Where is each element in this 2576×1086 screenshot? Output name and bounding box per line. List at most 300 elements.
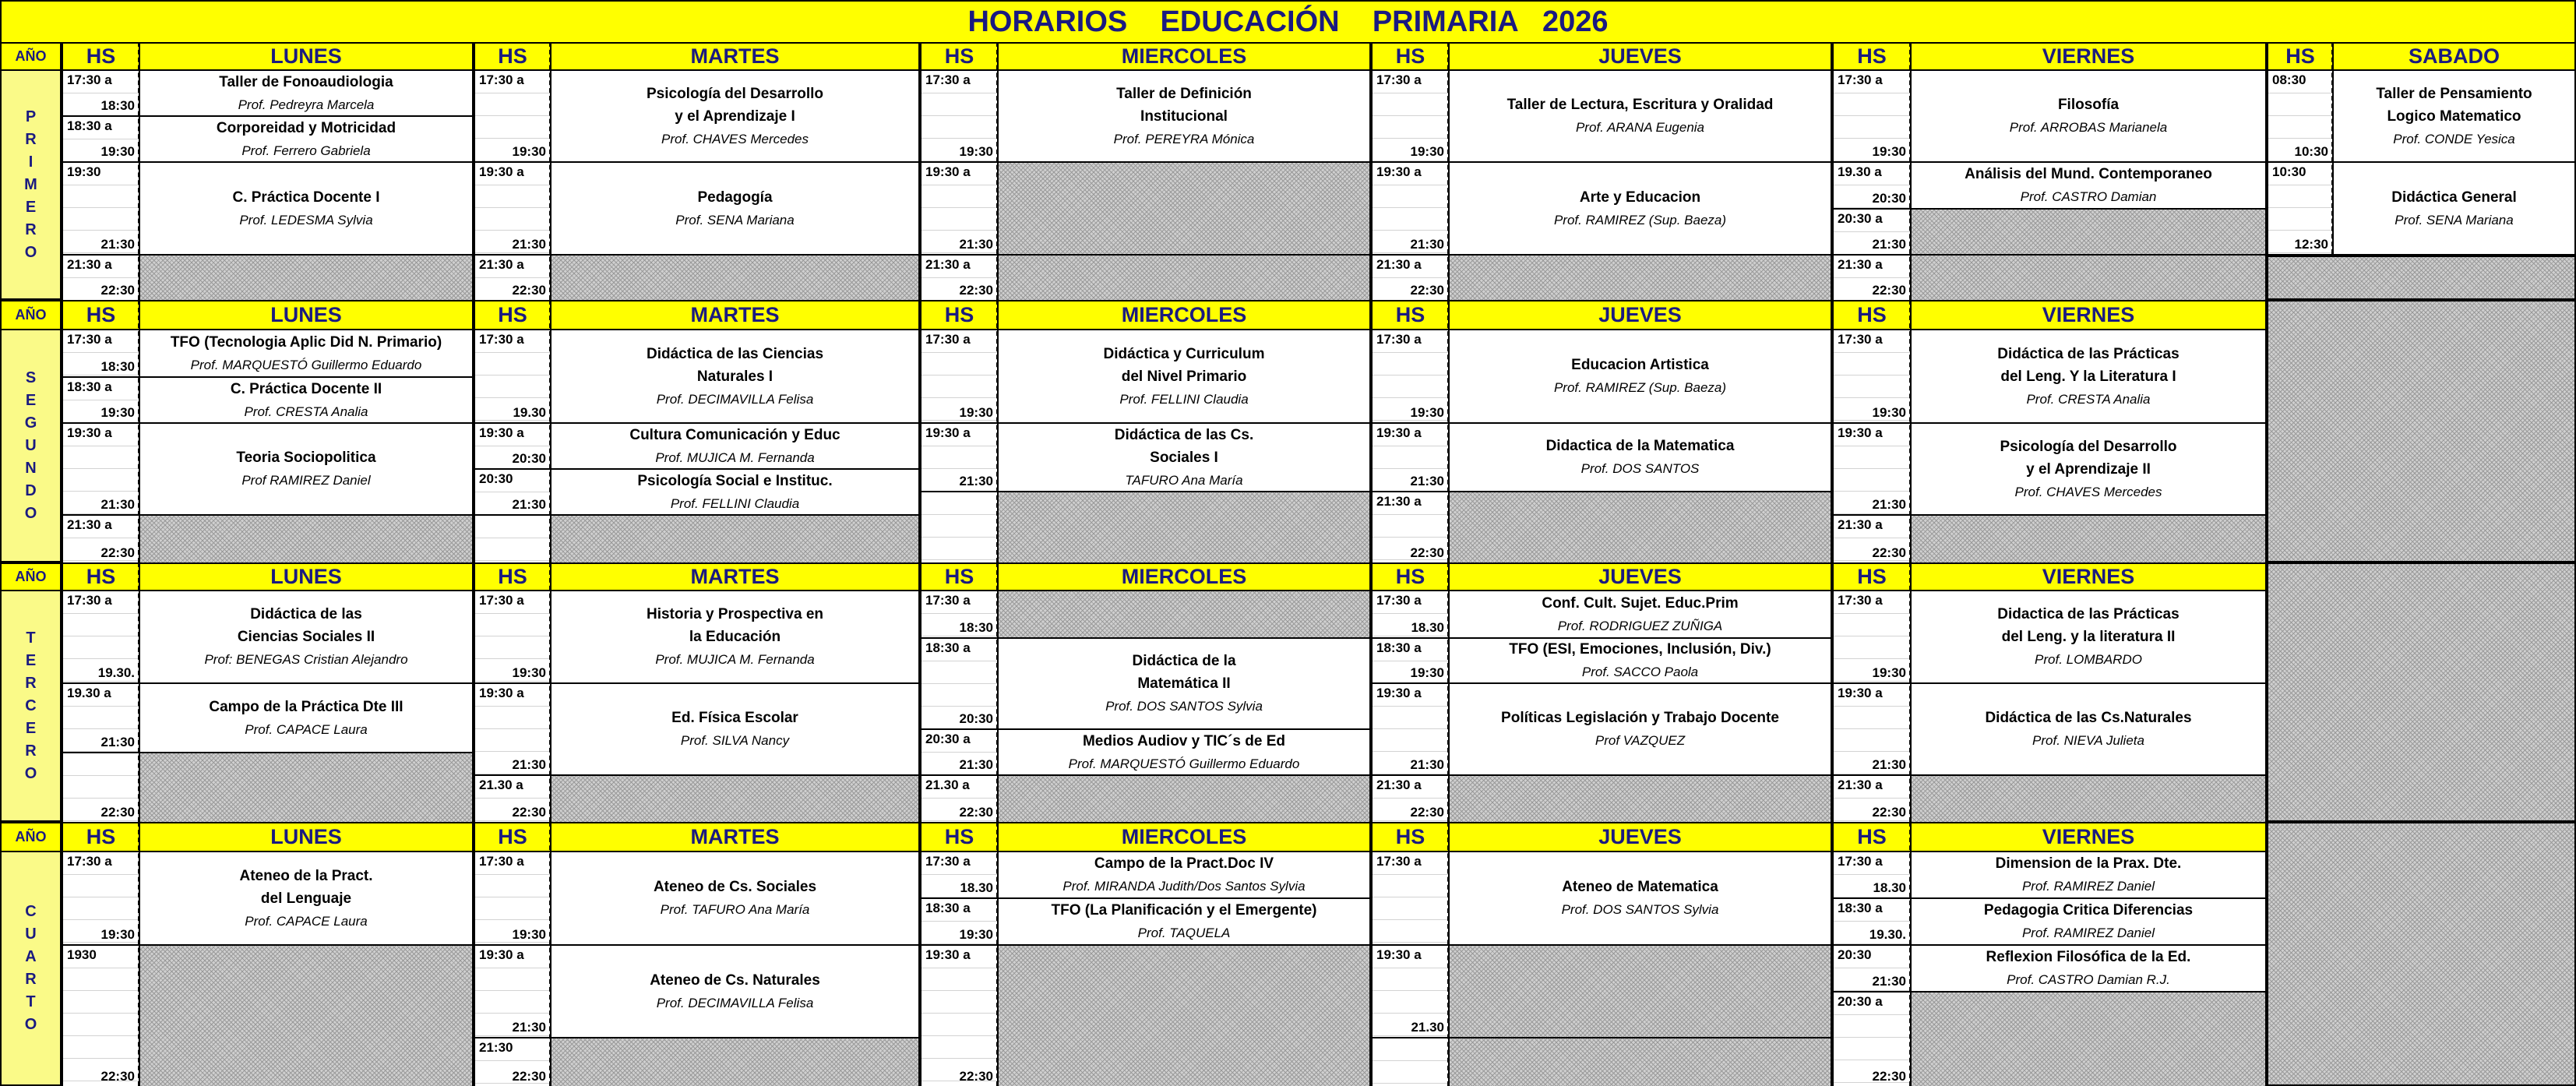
professor-name: Prof. RAMIREZ Daniel [2021,879,2155,894]
empty-slot [997,944,1371,1086]
time-cell [920,851,999,899]
start-time: 19:30 a [1838,686,1883,700]
start-time: 17:30 a [1376,854,1422,869]
class-cell [139,376,474,424]
class-cell [139,590,474,684]
class-cell [139,851,474,946]
class-cell [550,590,920,684]
column-separator [549,300,551,562]
time-cell [1371,161,1450,256]
end-time: 12:30 [2294,237,2328,252]
end-time: 19:30 [100,405,135,420]
empty-slot [2267,822,2576,1086]
time-cell [474,329,551,424]
hs-header: HS [1832,42,1912,71]
start-time: 19:30 a [925,947,971,962]
end-time: 21:30 [959,237,993,252]
day-header-lunes: LUNES [139,822,474,852]
professor-name: Prof. DOS SANTOS Sylvia [1561,902,1719,917]
class-cell [550,468,920,516]
start-time: 17:30 a [925,72,971,87]
class-cell [550,422,920,470]
time-cell [1832,514,1912,564]
column-separator [138,42,139,300]
end-time: 19:30 [1872,405,1906,420]
end-time: 22:30 [959,1069,993,1084]
year-letter: R [25,742,37,760]
year-label-primero [0,69,62,300]
year-letter: O [24,764,37,782]
start-time: 17:30 a [479,72,524,87]
professor-name: Prof. RAMIREZ (Sup. Baeza) [1553,212,1727,227]
time-cell [1371,851,1450,946]
start-time: 19:30 a [67,425,112,440]
subject-name: y el Aprendizaje I [675,108,795,125]
hs-header: HS [1371,822,1450,852]
time-cell [2267,161,2334,256]
professor-name: Prof. LOMBARDO [2035,652,2142,667]
time-cell [1832,851,1912,899]
professor-name: Prof. CHAVES Mercedes [661,131,809,146]
column-separator [996,822,998,1086]
end-time: 22:30 [1410,805,1444,820]
hs-header: HS [2267,42,2334,71]
professor-name: Prof. SACCO Paola [1581,665,1699,679]
start-time: 1930 [67,947,97,962]
end-time: 18:30 [100,359,135,374]
class-cell [1910,590,2267,684]
professor-name: Prof. CONDE Yesica [2393,131,2515,146]
year-letter: U [25,926,37,943]
start-time: 21:30 a [1838,777,1883,792]
start-time: 17:30 a [479,854,524,869]
subject-name: Políticas Legislación y Trabajo Docente [1501,710,1779,726]
professor-name: Prof. CASTRO Damian R.J. [2007,972,2170,987]
time-cell [1832,161,1912,210]
time-cell [1371,422,1450,492]
start-time: 17:30 a [1376,332,1422,347]
class-cell [997,422,1371,492]
class-cell [550,161,920,256]
professor-name: Prof. SILVA Nancy [680,733,790,748]
start-time: 21:30 a [925,257,971,272]
subject-name: Didáctica y Curriculum [1103,345,1265,362]
subject-name: Dimension de la Prax. Dte. [1995,855,2182,872]
subject-name: Arte y Educacion [1579,189,1701,206]
start-time: 20:30 a [1838,994,1883,1009]
subject-name: Psicología Social e Instituc. [637,472,833,489]
subject-name: del Leng. Y la Literatura I [2000,368,2176,385]
column-separator [996,300,998,562]
year-letter: I [28,153,33,171]
start-time: 17:30 a [67,854,112,869]
subject-name: Didactica de las Prácticas [1997,606,2180,622]
professor-name: Prof. ARROBAS Marianela [2009,120,2168,135]
hs-header: HS [62,822,140,852]
time-cell [62,682,140,753]
start-time: 21:30 [479,1040,513,1055]
class-cell [139,682,474,753]
professor-name: Prof. MARQUESTÓ Guillermo Eduardo [190,357,422,372]
end-time: 19:30 [512,665,546,680]
time-cell [2267,69,2334,163]
year-letter: S [25,368,37,386]
end-time: 20:30 [512,451,546,466]
start-time: 19:30 a [925,164,971,179]
time-cell [920,774,999,823]
day-header-jueves: JUEVES [1448,42,1832,71]
day-header-viernes: VIERNES [1910,822,2267,852]
subject-name: Ateneo de Cs. Naturales [650,971,820,989]
subject-name: Campo de la Pract.Doc IV [1094,855,1274,872]
class-cell [1910,422,2267,516]
class-cell [997,897,1371,946]
start-time: 21:30 a [1838,517,1883,532]
end-time: 19:30 [100,927,135,942]
subject-name: Psicología del Desarrollo [646,85,824,102]
class-cell [1910,682,2267,776]
professor-name: Prof: BENEGAS Cristian Alejandro [204,652,408,667]
subject-name: Historia y Prospectiva en [646,606,824,622]
time-cell [920,944,999,1086]
start-time: 21.30 a [925,777,970,792]
time-cell [1371,637,1450,684]
end-time: 21:30 [1410,757,1444,772]
end-time: 18.30 [960,880,993,895]
column-separator [138,822,139,1086]
time-cell [62,69,140,117]
end-time: 19.30. [97,665,135,680]
hs-header: HS [1832,300,1912,330]
empty-slot [550,1037,920,1086]
column-separator [1447,562,1449,822]
end-time: 22:30 [1872,1069,1906,1084]
professor-name: Prof. Ferrero Gabriela [241,143,371,158]
empty-slot [1910,208,2267,256]
start-time: 19:30 [67,164,101,179]
hs-header: HS [62,42,140,71]
time-cell [62,752,140,823]
start-time: 20:30 [479,471,513,486]
subject-name: Ateneo de la Pract. [239,867,373,884]
ano-header: AÑO [0,822,62,852]
start-time: 17:30 a [479,593,524,608]
year-letter: O [24,504,37,522]
end-time: 21:30 [512,1020,546,1035]
year-letter: R [25,971,37,988]
class-cell [997,728,1371,776]
subject-name: Ateneo de Matematica [1562,879,1718,895]
hs-header: HS [474,562,551,591]
time-cell [1832,254,1912,301]
class-cell [997,851,1371,899]
time-cell [1832,69,1912,163]
hs-header: HS [1832,562,1912,591]
time-cell [474,69,551,163]
end-time: 18.30 [1873,880,1906,895]
professor-name: Prof. NIEVA Julieta [2032,733,2144,748]
day-header-miercoles: MIERCOLES [997,562,1371,591]
professor-name: Prof. DECIMAVILLA Felisa [656,391,814,407]
time-cell [62,944,140,1086]
hs-header: HS [1371,562,1450,591]
start-time: 21.30 a [479,777,523,792]
year-letter: C [25,696,37,714]
year-letter: A [25,948,37,965]
year-letter: C [25,903,37,920]
time-cell [474,851,551,946]
time-cell [62,254,140,301]
time-cell [920,728,999,776]
subject-name: Taller de Pensamiento [2376,85,2532,102]
day-header-viernes: VIERNES [1910,42,2267,71]
end-time: 21:30 [959,757,993,772]
day-header-viernes: VIERNES [1910,562,2267,591]
end-time: 21:30 [1410,474,1444,488]
empty-slot [997,590,1371,639]
end-time: 22:30 [959,283,993,298]
time-cell [62,851,140,946]
start-time: 17:30 a [1376,72,1422,87]
end-time: 19:30 [100,144,135,159]
start-time: 17:30 a [925,854,971,869]
class-cell [139,115,474,163]
start-time: 19:30 a [925,425,971,440]
empty-slot [997,254,1371,301]
end-time: 22:30 [1872,805,1906,820]
professor-name: Prof. LEDESMA Sylvia [239,212,373,227]
subject-name: TFO (Tecnologia Aplic Did N. Primario) [170,333,442,351]
end-time: 20:30 [1872,191,1906,206]
end-time: 22:30 [100,283,135,298]
start-time: 17:30 a [67,72,112,87]
start-time: 18:30 a [925,640,971,655]
time-cell [474,422,551,470]
class-cell [1910,329,2267,424]
column-separator [138,562,139,822]
year-letter: R [25,674,37,692]
professor-name: Prof. SENA Mariana [675,212,795,227]
year-letter: U [25,436,37,454]
subject-name: Educacion Artistica [1571,357,1709,373]
year-letter: M [24,175,37,193]
subject-name: Naturales I [696,368,774,385]
start-time: 17:30 a [1376,593,1422,608]
end-time: 10:30 [2294,144,2328,159]
end-time: 18:30 [100,98,135,113]
professor-name: Prof. SENA Mariana [2395,212,2514,227]
empty-slot [139,514,474,564]
column-separator [1909,822,1911,1086]
column-separator [996,42,998,300]
subject-name: Didáctica de las Cs. [1114,426,1254,443]
subject-name: Taller de Lectura, Escritura y Oralidad [1506,97,1774,113]
professor-name: Prof. CASTRO Damian [2020,189,2157,204]
empty-slot [997,774,1371,823]
time-cell [1371,254,1450,301]
column-separator [549,822,551,1086]
ano-header: AÑO [0,300,62,330]
subject-name: Didáctica de las Prácticas [1997,345,2180,362]
time-cell [1832,774,1912,823]
subject-name: Taller de Definición [1116,85,1252,102]
professor-name: Prof. DOS SANTOS Sylvia [1105,699,1263,714]
start-time: 17:30 a [479,332,524,347]
empty-slot [550,514,920,564]
start-time: 21:30 a [1376,257,1422,272]
time-cell [62,514,140,564]
time-cell [474,682,551,776]
time-cell [474,590,551,684]
professor-name: Prof. MARQUESTÓ Guillermo Eduardo [1068,756,1300,771]
end-time: 21:30 [1872,757,1906,772]
subject-name: Ed. Física Escolar [671,710,798,726]
class-cell [139,161,474,256]
time-cell [62,161,140,256]
subject-name: Institucional [1140,108,1228,125]
day-header-miercoles: MIERCOLES [997,42,1371,71]
empty-slot [2267,300,2576,562]
start-time: 19:30 a [479,425,524,440]
time-cell [1832,590,1912,684]
hs-header: HS [474,822,551,852]
year-letter: E [25,719,37,737]
time-cell [1371,329,1450,424]
class-cell [550,682,920,776]
class-cell [550,329,920,424]
professor-name: Prof. CRESTA Analia [2026,391,2151,407]
end-time: 18:30 [959,620,993,635]
subject-name: la Educación [689,629,781,645]
end-time: 21:30 [100,237,135,252]
empty-slot [1910,254,2267,301]
professor-name: Prof VAZQUEZ [1595,733,1686,748]
start-time: 19:30 a [1376,947,1422,962]
end-time: 22:30 [1872,545,1906,560]
hs-header: HS [920,822,999,852]
subject-name: Psicología del Desarrollo [2000,438,2177,455]
class-cell [1910,851,2267,899]
professor-name: Prof. MUJICA M. Fernanda [655,450,815,465]
class-cell [1448,422,1832,492]
hs-header: HS [920,562,999,591]
end-time: 19:30 [959,927,993,942]
time-cell [62,115,140,163]
class-cell [1448,161,1832,256]
time-cell [920,69,999,163]
end-time: 21:30 [512,237,546,252]
time-cell [1832,682,1912,776]
class-cell [997,329,1371,424]
year-letter: O [24,243,37,261]
year-label-cuarto [0,851,62,1086]
time-cell [62,329,140,378]
subject-name: Conf. Cult. Sujet. Educ.Prim [1542,594,1739,612]
class-cell [1448,851,1832,946]
end-time: 22:30 [512,805,546,820]
professor-name: Prof. CAPACE Laura [245,721,368,737]
end-time: 21:30 [1872,497,1906,512]
subject-name: C. Práctica Docente II [230,380,382,397]
professor-name: Prof. MUJICA M. Fernanda [655,652,815,667]
end-time: 18.30 [1411,620,1444,635]
start-time: 21:30 a [67,257,112,272]
professor-name: Prof. RAMIREZ Daniel [2021,926,2155,940]
time-cell [1371,1037,1450,1086]
hs-header: HS [1832,822,1912,852]
day-header-lunes: LUNES [139,300,474,330]
hs-header: HS [62,562,140,591]
subject-name: Pedagogía [697,189,773,206]
year-letter: E [25,651,37,669]
professor-name: Prof. RAMIREZ (Sup. Baeza) [1553,380,1727,395]
end-time: 19.30. [1869,927,1906,942]
subject-name: Matemática II [1137,675,1231,692]
professor-name: Prof. DECIMAVILLA Felisa [656,995,814,1010]
column-separator [1447,822,1449,1086]
year-letter: G [24,414,37,432]
year-letter: D [25,481,37,499]
time-cell [920,491,999,564]
subject-name: Filosofía [2057,97,2120,113]
day-header-miercoles: MIERCOLES [997,822,1371,852]
end-time: 21:30 [512,757,546,772]
hs-header: HS [474,42,551,71]
subject-name: Reflexion Filosófica de la Ed. [1986,949,2191,965]
end-time: 22:30 [1872,283,1906,298]
ano-header: AÑO [0,42,62,71]
empty-slot [139,752,474,823]
class-cell [1448,329,1832,424]
subject-name: del Leng. y la literatura II [2001,629,2176,645]
start-time: 20:30 a [925,732,971,746]
column-separator [1447,300,1449,562]
empty-slot [550,254,920,301]
empty-slot [139,254,474,301]
professor-name: Prof. CAPACE Laura [245,913,368,929]
class-cell [1448,637,1832,684]
year-letter: O [24,1016,37,1033]
start-time: 21:30 a [1838,257,1883,272]
start-time: 17:30 a [925,332,971,347]
empty-slot [1910,991,2267,1086]
start-time: 19:30 a [1376,164,1422,179]
ano-header: AÑO [0,562,62,591]
end-time: 19:30 [1410,405,1444,420]
class-cell [997,69,1371,163]
subject-name: Cultura Comunicación y Educ [629,426,840,443]
start-time: 19.30 a [1838,164,1882,179]
column-separator [2331,42,2333,254]
professor-name: Prof. Pedreyra Marcela [238,97,375,112]
end-time: 22:30 [512,283,546,298]
class-cell [550,851,920,946]
day-header-martes: MARTES [550,562,920,591]
day-header-lunes: LUNES [139,42,474,71]
end-time: 21.30 [1411,1020,1444,1035]
time-cell [920,422,999,492]
end-time: 22:30 [1410,545,1444,560]
professor-name: Prof RAMIREZ Daniel [241,473,371,488]
start-time: 21:30 a [479,257,524,272]
class-cell [1910,69,2267,163]
start-time: 18:30 a [67,379,112,394]
start-time: 17:30 a [1838,332,1883,347]
start-time: 17:30 a [1838,593,1883,608]
start-time: 21:30 a [67,517,112,532]
empty-slot [997,161,1371,256]
time-cell [920,897,999,946]
